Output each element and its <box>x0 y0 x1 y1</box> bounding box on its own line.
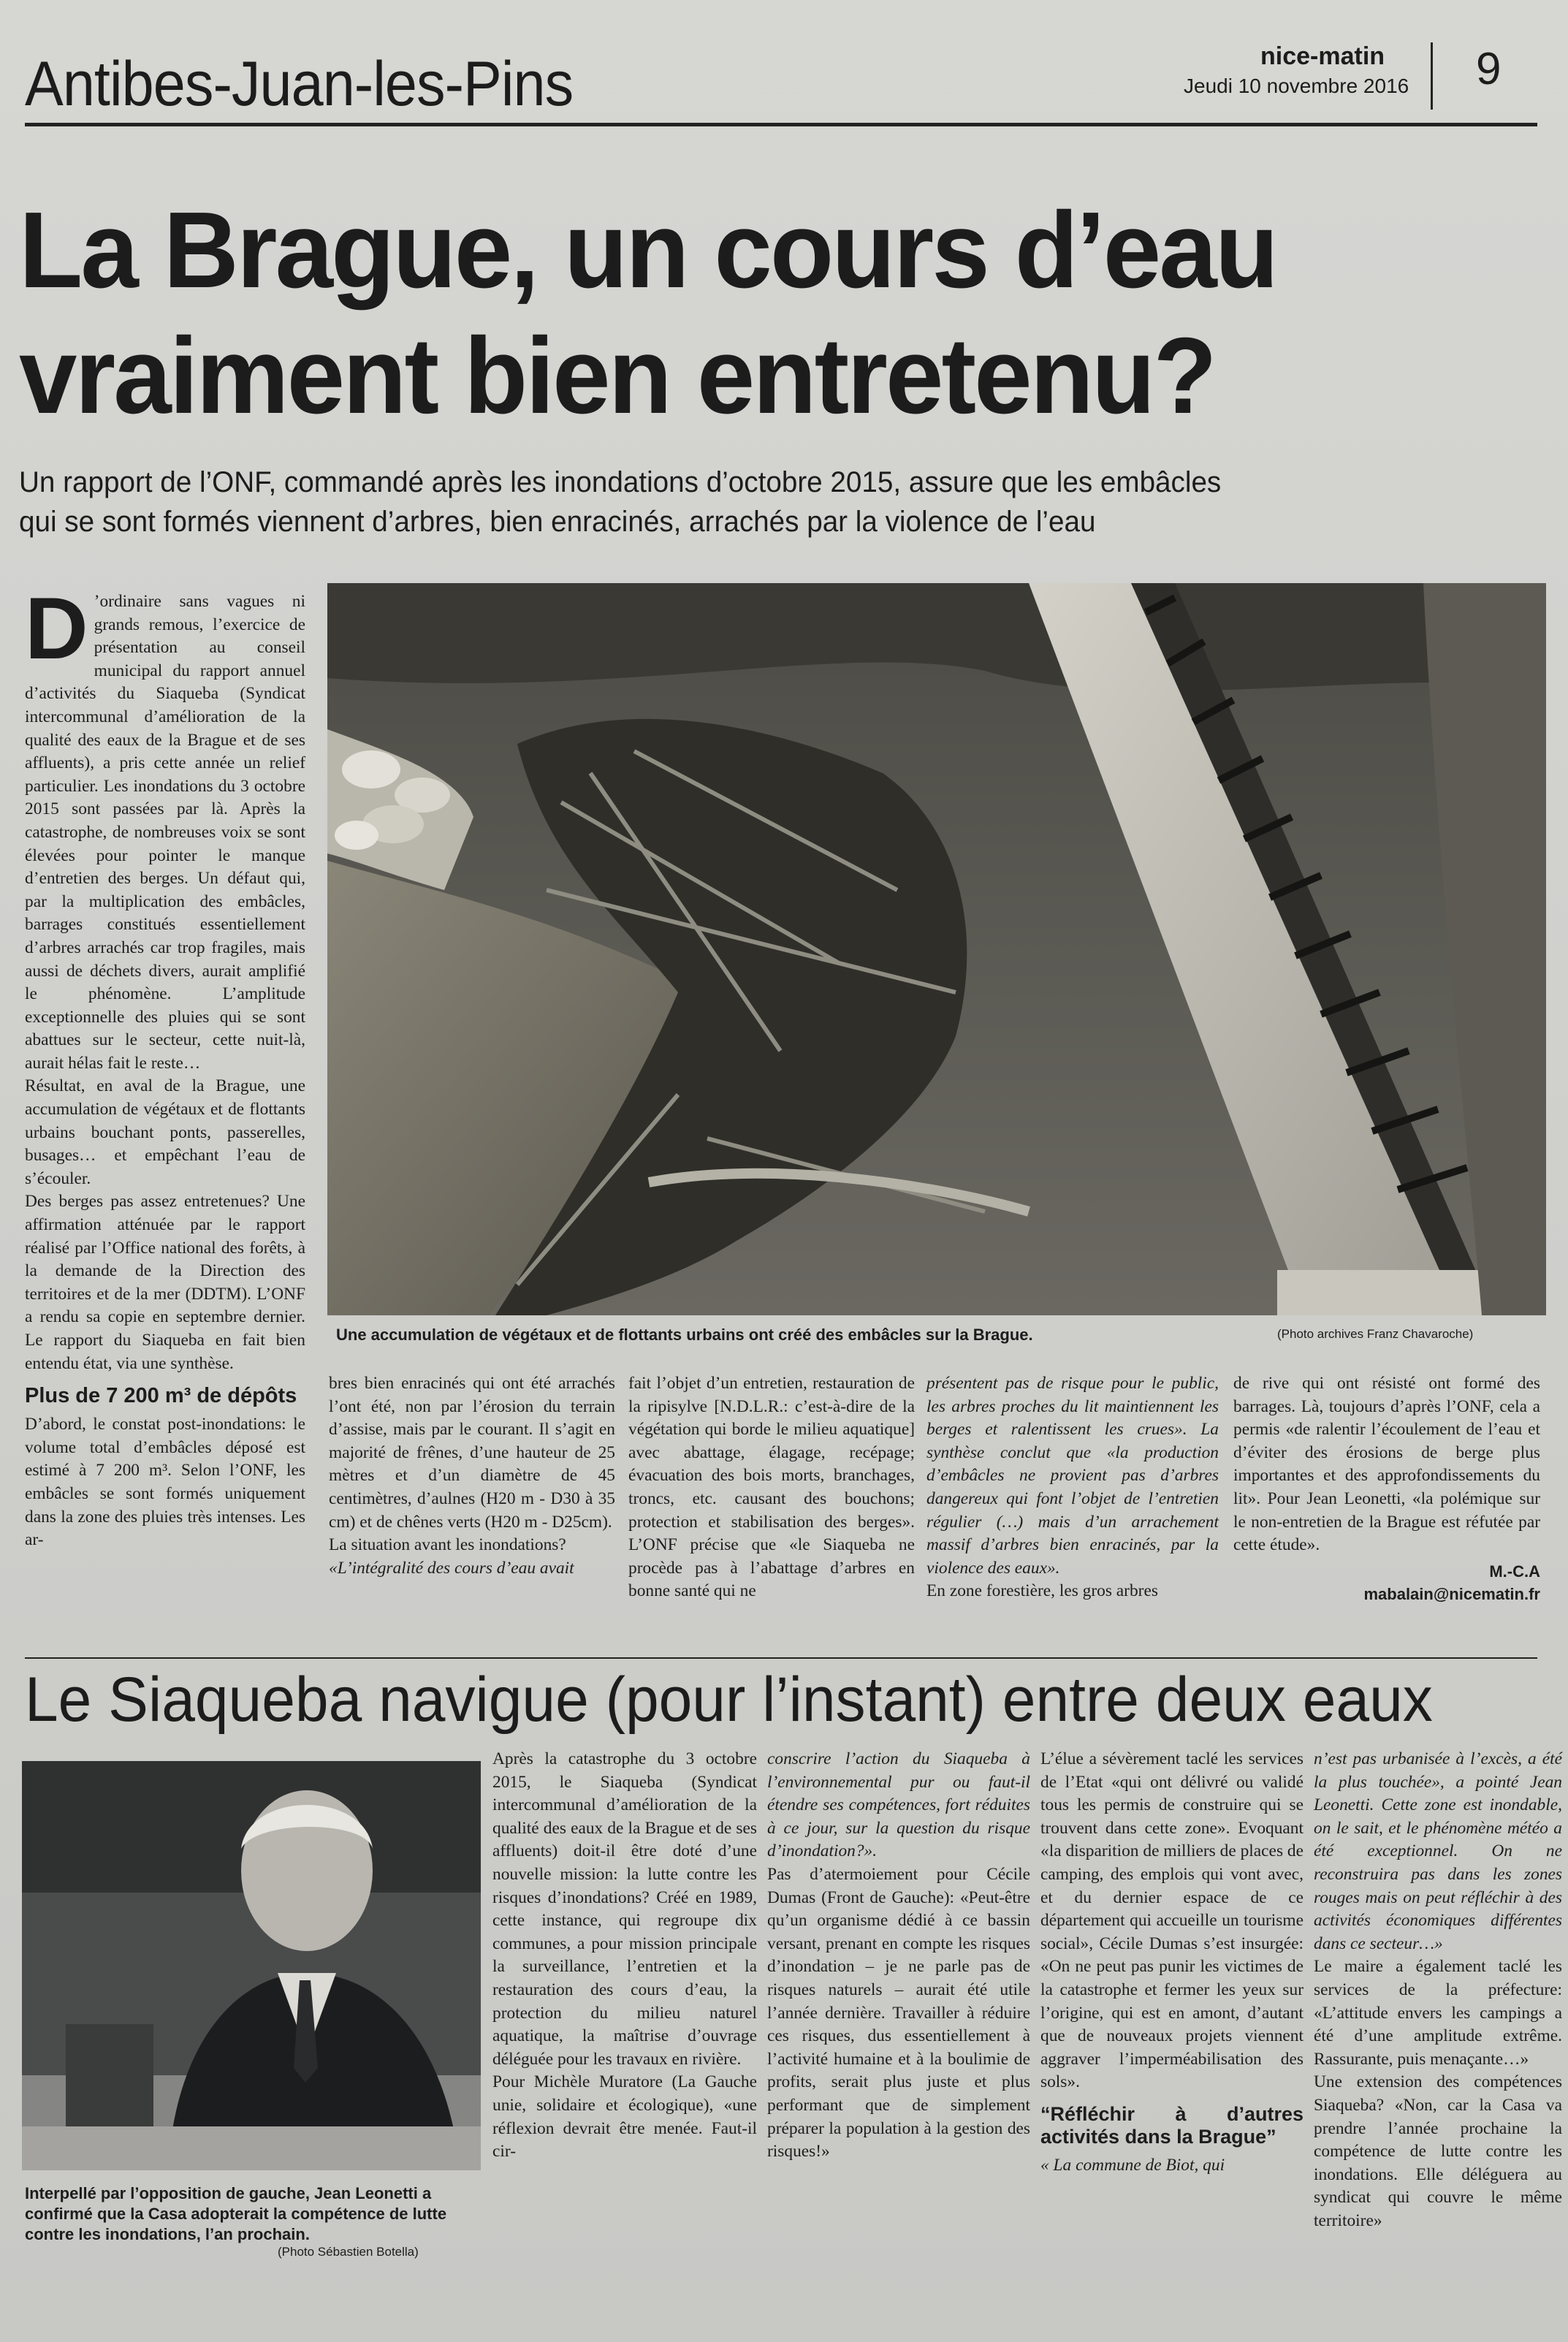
article1-column-3 <box>628 1372 915 1679</box>
paragraph: présentent pas de risque pour le public, les arbres proches du lit maintiennent les berges et ralentissent les crues». La synthèse conclut que «la production d’embâcles ne provient pas d’arbres dangereux qui font l’objet de l’entretien régulier (…) mais d’un arrachement massif d’arbres bien enracinés, par la violence des eaux». <box>926 1374 1219 1578</box>
article2-column-3 <box>1040 1748 1304 2289</box>
paragraph: La situation avant les inondations? <box>329 1535 566 1555</box>
headline-line-1: La Brague, un cours d’eau <box>19 190 1277 311</box>
article1-column-4 <box>926 1372 1219 1679</box>
jean-leonetti-photo <box>22 1761 481 2170</box>
paragraph: Résultat, en aval de la Brague, une accumulation de végétaux et de flottants urbains bouchant ponts, passerelles, busages… et empêchant l’eau de s’écouler. <box>25 1076 305 1188</box>
article2-column-4 <box>1314 1748 1562 2289</box>
paragraph: n’est pas urbanisée à l’excès, a été la plus touchée», a pointé Jean Leonetti. Cette zone est inondable, on le sait, et le phénomène météo a été exceptionnel. On ne reconstruira pas dans les zones rouges mais on peut réfléchir à des activités économiques différentes dans ce secteur…» <box>1314 1749 1562 1953</box>
paragraph: «L’intégralité des cours d’eau avait <box>329 1558 574 1578</box>
article2-headline: Le Siaqueba navigue (pour l’instant) entre deux eaux <box>25 1665 1433 1735</box>
subheading: Plus de 7 200 m³ de dépôts <box>25 1384 297 1408</box>
paragraph: Pas d’atermoiement pour Cécile Dumas (Front de Gauche): «Peut-être qu’un organisme dédié à ce bassin versant, prenant en compte les risques d’inondation – je ne parle pas de risques naturels – aurait été utile l’année dernière. Travailler à réduire ces risques, dus essentiellement à l’activité humaine et à la boulimie de profits, serait plus juste et plus performant que de simplement préparer la population à la gestion des risques!» <box>767 1864 1030 2162</box>
section-title: Antibes-Juan-les-Pins <box>25 49 574 119</box>
header-divider <box>1431 42 1433 110</box>
headline-line-2: vraiment bien entretenu? <box>19 316 1215 436</box>
article1-column-1 <box>25 579 305 1679</box>
paragraph: D’abord, le constat post-inondations: le volume total d’embâcles déposé est estimé à 7 200 m³. Selon l’ONF, les embâcles se sont formés uniquement dans la zone des pluies très intenses. Les ar- <box>25 1415 305 1550</box>
paragraph: bres bien enracinés qui ont été arrachés l’ont été, non par l’érosion du terrain d’assise, mais par le courant. Il s’agit en majorité de frênes, d’une hauteur de 25 mètres et d’un diamètre de 45 centimètres, d’aulnes (H20 m - D30 à 35 cm) et de chênes verts (H20 m - D25cm). <box>329 1374 615 1532</box>
paragraph: « La commune de Biot, qui <box>1040 2155 1225 2175</box>
portrait-credit: (Photo Sébastien Botella) <box>278 2245 419 2259</box>
standfirst-line-1: Un rapport de l’ONF, commandé après les inondations d’octobre 2015, assure que les embâcles <box>19 466 1222 498</box>
article-separator <box>25 1657 1537 1659</box>
paragraph: de rive qui ont résisté ont formé des barrages. Là, toujours d’après l’ONF, cela a permis «de ralentir l’écoulement de l’eau et d’éviter des érosions de berge plus importantes et des approfondissements du lit». Pour Jean Leonetti, «la polémique sur le non-entretien de la Brague est réfutée par cette étude». <box>1233 1374 1540 1555</box>
author-initials: M.-C.A <box>1489 1562 1540 1581</box>
photo-illustration <box>327 583 1546 1315</box>
paragraph: Après la catastrophe du 3 octobre 2015, le Siaqueba (Syndicat intercommunal d’amélioration de la qualité des eaux de la Brague et de ses affluents) doit-il être doté d’une nouvelle mission: la lutte contre les risques d’inondations? Créé en 1989, cette instance, qui regroupe dix communes, a pour mission principale la surveillance, l’entretien et la restauration des cours d’eau, la protection du milieu naturel aquatique, la maîtrise d’ouvrage déléguée pour les travaux en rivière. <box>492 1749 757 2069</box>
page-number: 9 <box>1476 44 1502 94</box>
standfirst-line-2: qui se sont formés viennent d’arbres, bien enracinés, arrachés par la violence de l’eau <box>19 506 1096 538</box>
paragraph: conscrire l’action du Siaqueba à l’environnemental pur ou faut-il étendre ses compétences, fort réduites à ce jour, sur la question du risque d’inondation?». <box>767 1749 1030 1861</box>
header-rule <box>25 123 1537 126</box>
paragraph: Une extension des compétences Siaqueba? «Non, car la Casa va prendre l’année prochaine la compétence de lutte contre les inondations. Elle déléguera au syndicat qui couvre le même territoire» <box>1314 2072 1562 2230</box>
article1-column-5 <box>1233 1372 1540 1679</box>
article1-column-2 <box>329 1372 615 1679</box>
subheading: “Réfléchir à d’autres activités dans la Brague” <box>1040 2102 1304 2148</box>
drop-cap: D <box>25 579 88 677</box>
paragraph: fait l’objet d’un entretien, restauration de la ripisylve [N.D.L.R.: c’est-à-dire de la végétation qui borde le milieu aquatique] avec abattage, élagage, recépage; évacuation des bois morts, branchages, troncs, etc. causant des bouchons; protection et stabilisation des berges». L’ONF précise que «le Siaqueba ne procède pas à l’abattage d’arbres en bonne santé qui ne <box>628 1374 915 1601</box>
paragraph: Pour Michèle Muratore (La Gauche unie, solidaire et écologique), «une réflexion devrait être menée. Faut-il cir- <box>492 2072 757 2162</box>
paragraph: Le maire a également taclé les services de la préfecture: «L’attitude envers les campings a été d’une amplitude extrême. Rassurante, puis menaçante…» <box>1314 1957 1562 2069</box>
paragraph: ’ordinaire sans vagues ni grands remous, l’exercice de présentation au conseil municipal du rapport annuel d’activités du Siaqueba (Syndicat intercommunal d’amélioration de la qualité des eaux de la Brague et de ses affluents), a pris cette année un relief particulier. Les inondations du 3 octobre 2015 sont passées par là. Après la catastrophe, de nombreuses voix se sont élevées pour pointer le manque d’entretien des berges. Un défaut qui, par la multiplication des embâcles, barrages constitués essentiellement d’arbres arrachés car trop fragiles, mais aussi de déchets divers, aurait amplifié le phénomène. L’amplitude exceptionnelle des pluies qui se sont abattues sur le secteur, cette nuit-là, aurait hélas fait le reste… <box>25 592 305 1073</box>
paragraph: En zone forestière, les gros arbres <box>926 1581 1158 1601</box>
article2-column-1 <box>492 1748 757 2289</box>
photo-credit: (Photo archives Franz Chavaroche) <box>1277 1327 1474 1341</box>
author-email: mabalain@nicematin.fr <box>1363 1585 1540 1604</box>
issue-date: Jeudi 10 novembre 2016 <box>1184 75 1409 97</box>
portrait-caption: Interpellé par l’opposition de gauche, Jean Leonetti a confirmé que la Casa adopterait la compétence de lutte contre les inondations, l’an prochain. <box>25 2184 447 2243</box>
portrait-illustration <box>22 1761 481 2170</box>
paragraph: Des berges pas assez entretenues? Une affirmation atténuée par le rapport réalisé par l’Office national des forêts, à la demande de la Direction des territoires et de la mer (DDTM). L’ONF a rendu sa copie en septembre dernier. Le rapport du Siaqueba en fait bien entendu état, via une synthèse. <box>25 1192 305 1373</box>
paragraph: L’élue a sévèrement taclé les services de l’Etat «qui ont délivré ou validé tous les permis de construire qui se trouvent dans cette zone». Evoquant «la disparition de milliers de places de camping, des emplois qui vont avec, et du dernier espace de ce département qui accueille un tourisme social», Cécile Dumas s’est insurgée: «On ne peut pas punir les victimes de la catastrophe et fermer les yeux sur l’origine, qui est en amont, d’autant que de nouveaux projets viennent aggraver l’imperméabilisation des sols». <box>1040 1749 1304 2092</box>
river-debris-photo <box>327 583 1546 1315</box>
article2-column-2 <box>767 1748 1030 2289</box>
photo-caption: Une accumulation de végétaux et de flottants urbains ont créé des embâcles sur la Brague. <box>336 1326 1033 1344</box>
paper-name: nice-matin <box>1260 42 1385 70</box>
